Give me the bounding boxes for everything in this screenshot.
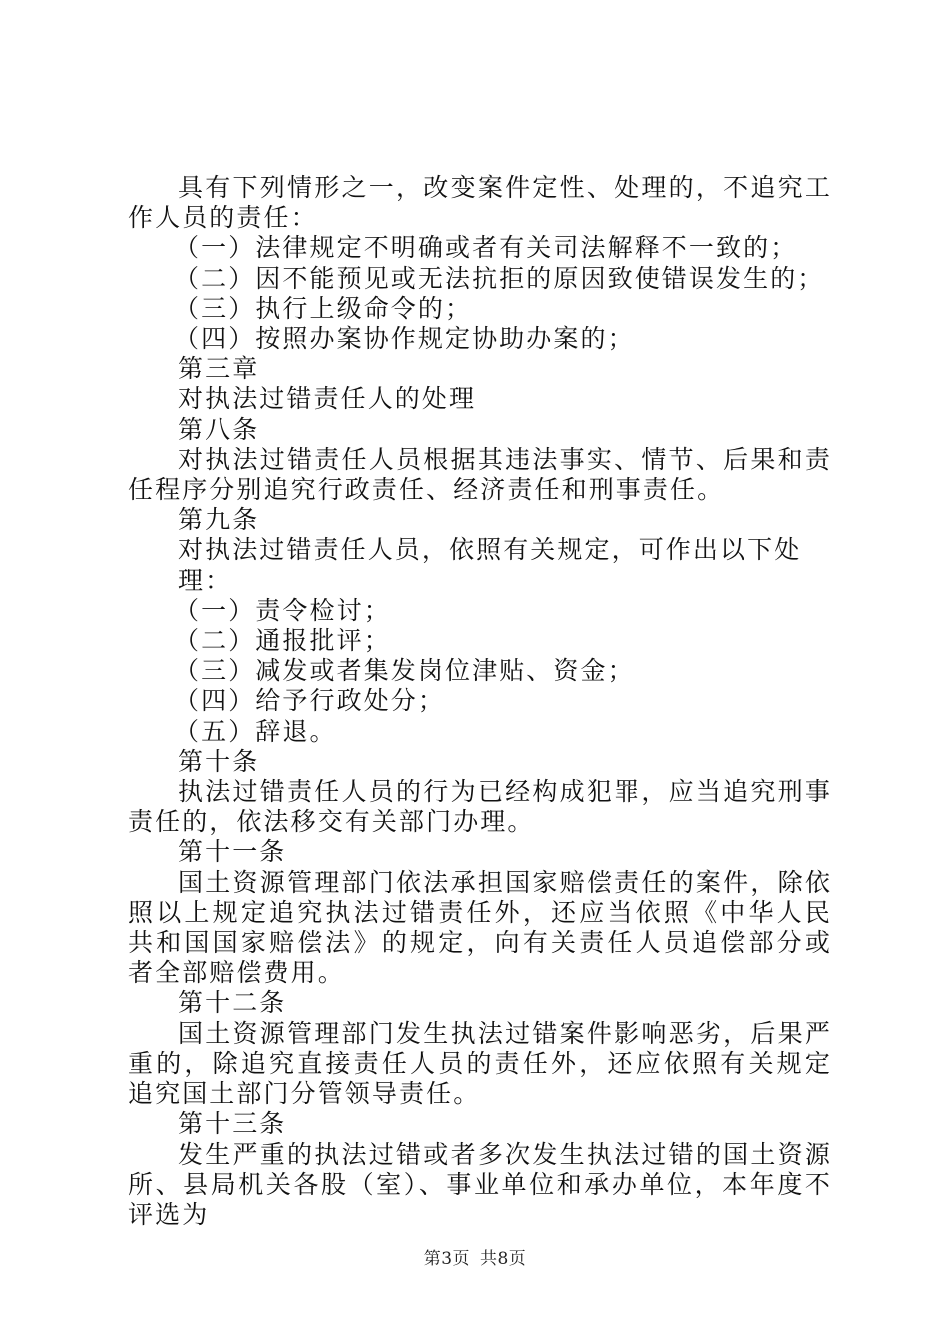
list-item: （五）辞退。 [174, 716, 337, 746]
list-item: （四）按照办案协作规定协助办案的； [174, 324, 635, 354]
article-heading-10: 第十条 [178, 746, 260, 776]
article-10-text: 执法过错责任人员的行为已经构成犯罪，应当追究刑事责任的，依法移交有关部门办理。 [128, 777, 832, 837]
article-heading-12: 第十二条 [178, 988, 287, 1018]
article-12-text: 国土资源管理部门发生执法过错案件影响恶劣，后果严重的，除追究直接责任人员的责任外，还应依照有关规定追究国土部门分管领导责任。 [128, 1018, 832, 1109]
list-item: （四）给予行政处分； [174, 686, 446, 716]
page-number: 第3页 [423, 1249, 471, 1269]
chapter-heading: 第三章 [178, 354, 260, 384]
list-item: （二）因不能预见或无法抗拒的原因致使错误发生的； [174, 263, 825, 293]
list-item: （三）减发或者集发岗位津贴、资金； [174, 656, 635, 686]
article-11-text: 国土资源管理部门依法承担国家赔偿责任的案件，除依照以上规定追究执法过错责任外，还应当依照《中华人民共和国国家赔偿法》的规定，向有关责任人员追偿部分或者全部赔偿费用。 [128, 867, 832, 988]
list-item: （一）责令检讨； [174, 595, 391, 625]
article-heading-11: 第十一条 [178, 837, 287, 867]
article-heading-9: 第九条 [178, 505, 260, 535]
chapter-title: 对执法过错责任人的处理 [178, 384, 477, 414]
article-9-text: 对执法过错责任人员，依照有关规定，可作出以下处理： [178, 535, 802, 595]
list-item: （三）执行上级命令的； [174, 293, 473, 323]
article-heading-8: 第八条 [178, 414, 260, 444]
article-13-text: 发生严重的执法过错或者多次发生执法过错的国土资源所、县局机关各股（室）、事业单位和承办单位，本年度不评选为 [128, 1139, 832, 1229]
list-item: （二）通报批评； [174, 626, 391, 656]
paragraph-exemption-intro: 具有下列情形之一，改变案件定性、处理的，不追究工作人员的责任： [128, 173, 832, 233]
page-total: 共8页 [479, 1249, 527, 1269]
article-8-text: 对执法过错责任人员根据其违法事实、情节、后果和责任程序分别追究行政责任、经济责任和刑事责任。 [128, 444, 832, 505]
document-body [128, 173, 832, 1230]
list-item: （一）法律规定不明确或者有关司法解释不一致的； [174, 233, 798, 263]
page-footer [0, 1244, 950, 1269]
article-heading-13: 第十三条 [178, 1109, 287, 1139]
